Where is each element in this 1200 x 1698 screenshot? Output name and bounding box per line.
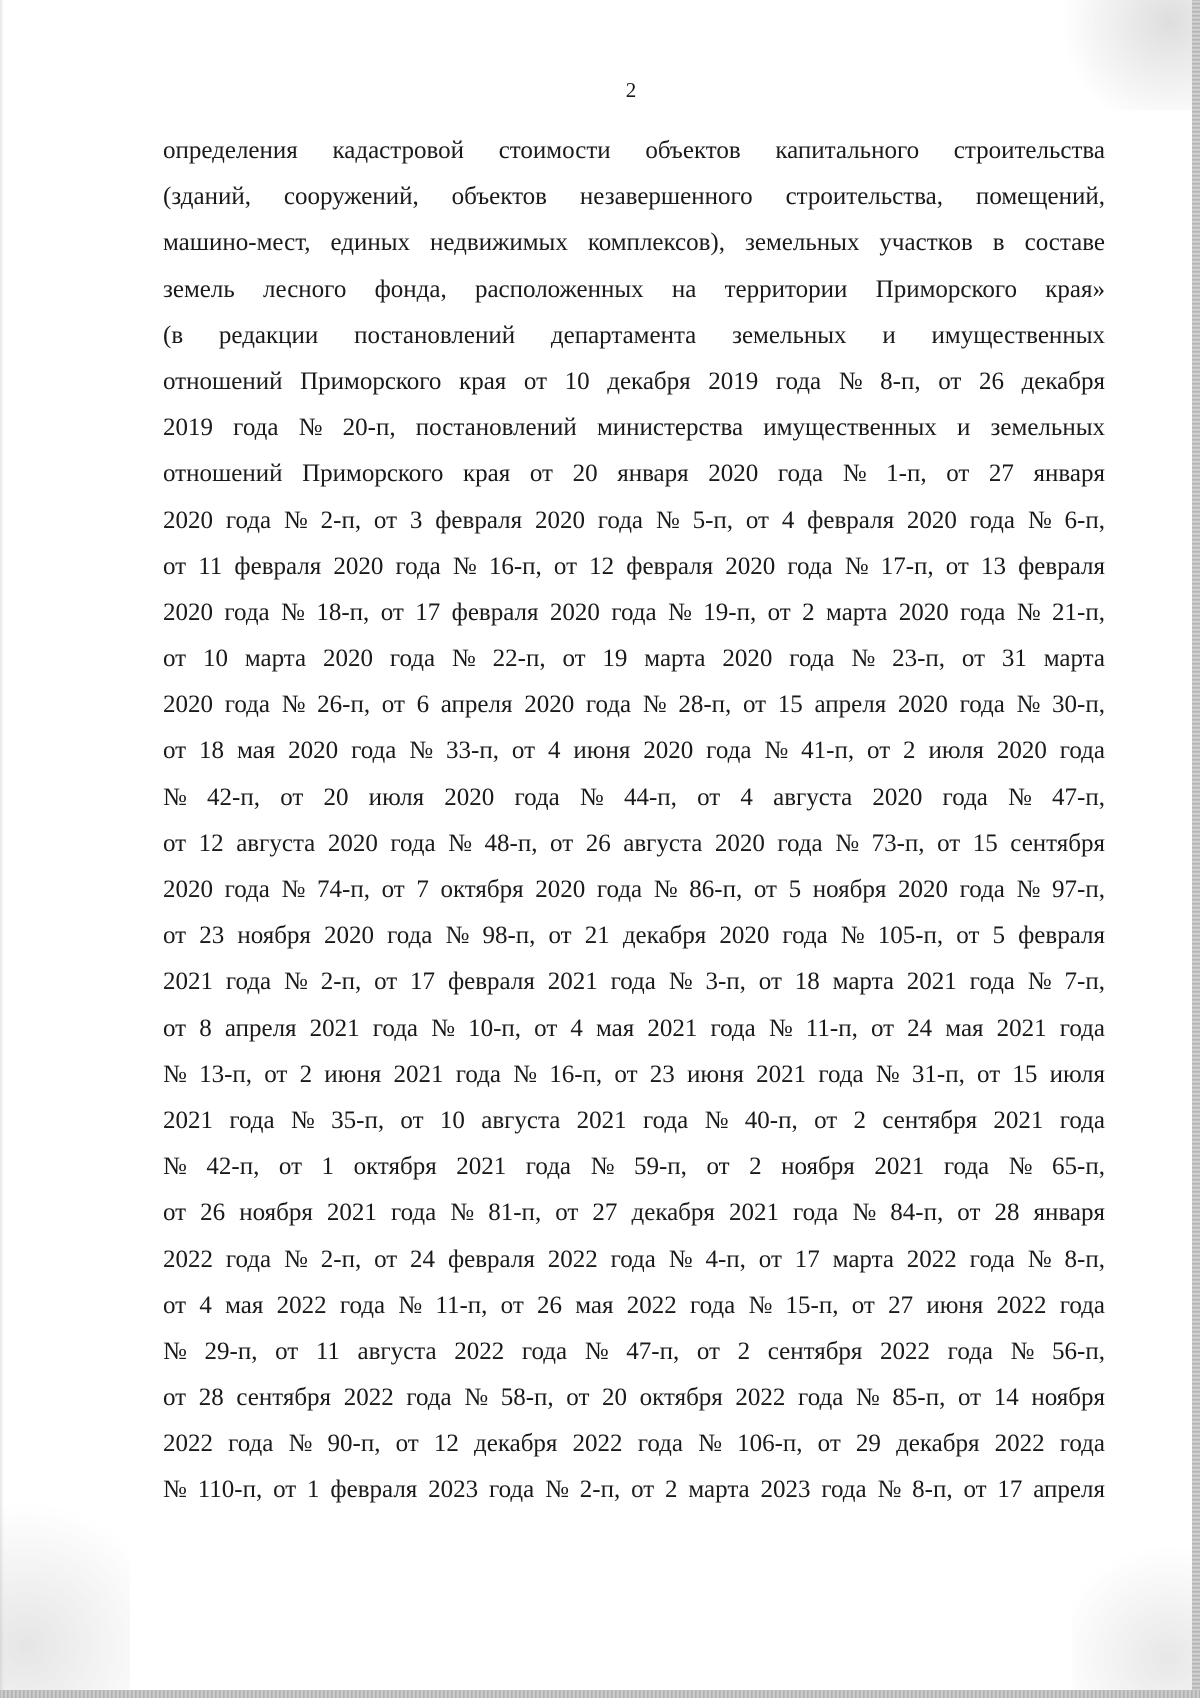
text-line: машино-мест, единых недвижимых комплексов), земельных участков в составе (163, 229, 1105, 257)
scan-edge-right (1192, 0, 1200, 1698)
scan-noise-bottom-right (1072, 1530, 1192, 1690)
scan-edge-bottom (0, 1690, 1200, 1698)
page-number: 2 (625, 78, 637, 102)
text-line: от 23 ноября 2020 года № 98-п, от 21 декабря 2020 года № 105-п, от 5 февраля (163, 922, 1105, 950)
text-line: 2020 года № 2-п, от 3 февраля 2020 года № 5-п, от 4 февраля 2020 года № 6-п, (163, 506, 1105, 534)
text-line: от 28 сентября 2022 года № 58-п, от 20 октября 2022 года № 85-п, от 14 ноября (163, 1384, 1105, 1412)
scan-noise-bottom-left (0, 1470, 130, 1690)
text-line: (зданий, сооружений, объектов незавершенного строительства, помещений, (163, 183, 1105, 211)
text-line: № 110-п, от 1 февраля 2023 года № 2-п, от 2 марта 2023 года № 8-п, от 17 апреля (163, 1476, 1105, 1504)
text-line: № 42-п, от 20 июля 2020 года № 44-п, от 4 августа 2020 года № 47-п, (163, 783, 1105, 811)
text-line: от 8 апреля 2021 года № 10-п, от 4 мая 2021 года № 11-п, от 24 мая 2021 года (163, 1014, 1105, 1042)
text-line: от 12 августа 2020 года № 48-п, от 26 августа 2020 года № 73-п, от 15 сентября (163, 829, 1105, 857)
text-line: № 13-п, от 2 июня 2021 года № 16-п, от 23 июня 2021 года № 31-п, от 15 июля (163, 1060, 1105, 1088)
text-line: 2020 года № 18-п, от 17 февраля 2020 года № 19-п, от 2 марта 2020 года № 21-п, (163, 598, 1105, 626)
text-line: 2021 года № 35-п, от 10 августа 2021 года № 40-п, от 2 сентября 2021 года (163, 1106, 1105, 1134)
text-line: № 42-п, от 1 октября 2021 года № 59-п, от 2 ноября 2021 года № 65-п, (163, 1153, 1105, 1181)
body-text (163, 134, 1105, 1520)
text-line: от 11 февраля 2020 года № 16-п, от 12 февраля 2020 года № 17-п, от 13 февраля (163, 552, 1105, 580)
text-line: от 4 мая 2022 года № 11-п, от 26 мая 2022 года № 15-п, от 27 июня 2022 года (163, 1291, 1105, 1319)
text-line: (в редакции постановлений департамента земельных и имущественных (163, 321, 1105, 349)
text-line: 2019 года № 20-п, постановлений министерства имущественных и земельных (163, 414, 1105, 442)
text-line: от 18 мая 2020 года № 33-п, от 4 июня 2020 года № 41-п, от 2 июля 2020 года (163, 737, 1105, 765)
scan-edge-left (0, 0, 4, 1698)
text-line: 2021 года № 2-п, от 17 февраля 2021 года № 3-п, от 18 марта 2021 года № 7-п, (163, 968, 1105, 996)
text-line: 2020 года № 26-п, от 6 апреля 2020 года № 28-п, от 15 апреля 2020 года № 30-п, (163, 691, 1105, 719)
text-line: от 10 марта 2020 года № 22-п, от 19 марта 2020 года № 23-п, от 31 марта (163, 645, 1105, 673)
text-line: отношений Приморского края от 10 декабря 2019 года № 8-п, от 26 декабря (163, 367, 1105, 395)
text-line: отношений Приморского края от 20 января 2020 года № 1-п, от 27 января (163, 460, 1105, 488)
text-line: 2020 года № 74-п, от 7 октября 2020 года № 86-п, от 5 ноября 2020 года № 97-п, (163, 876, 1105, 903)
text-line: земель лесного фонда, расположенных на территории Приморского края» (163, 275, 1105, 303)
text-line: 2022 года № 90-п, от 12 декабря 2022 года № 106-п, от 29 декабря 2022 года (163, 1430, 1105, 1458)
text-line: определения кадастровой стоимости объектов капитального строительства (163, 137, 1105, 164)
text-line: от 26 ноября 2021 года № 81-п, от 27 декабря 2021 года № 84-п, от 28 января (163, 1199, 1105, 1227)
text-line: № 29-п, от 11 августа 2022 года № 47-п, от 2 сентября 2022 года № 56-п, (163, 1337, 1105, 1365)
text-line: 2022 года № 2-п, от 24 февраля 2022 года № 4-п, от 17 марта 2022 года № 8-п, (163, 1245, 1105, 1273)
